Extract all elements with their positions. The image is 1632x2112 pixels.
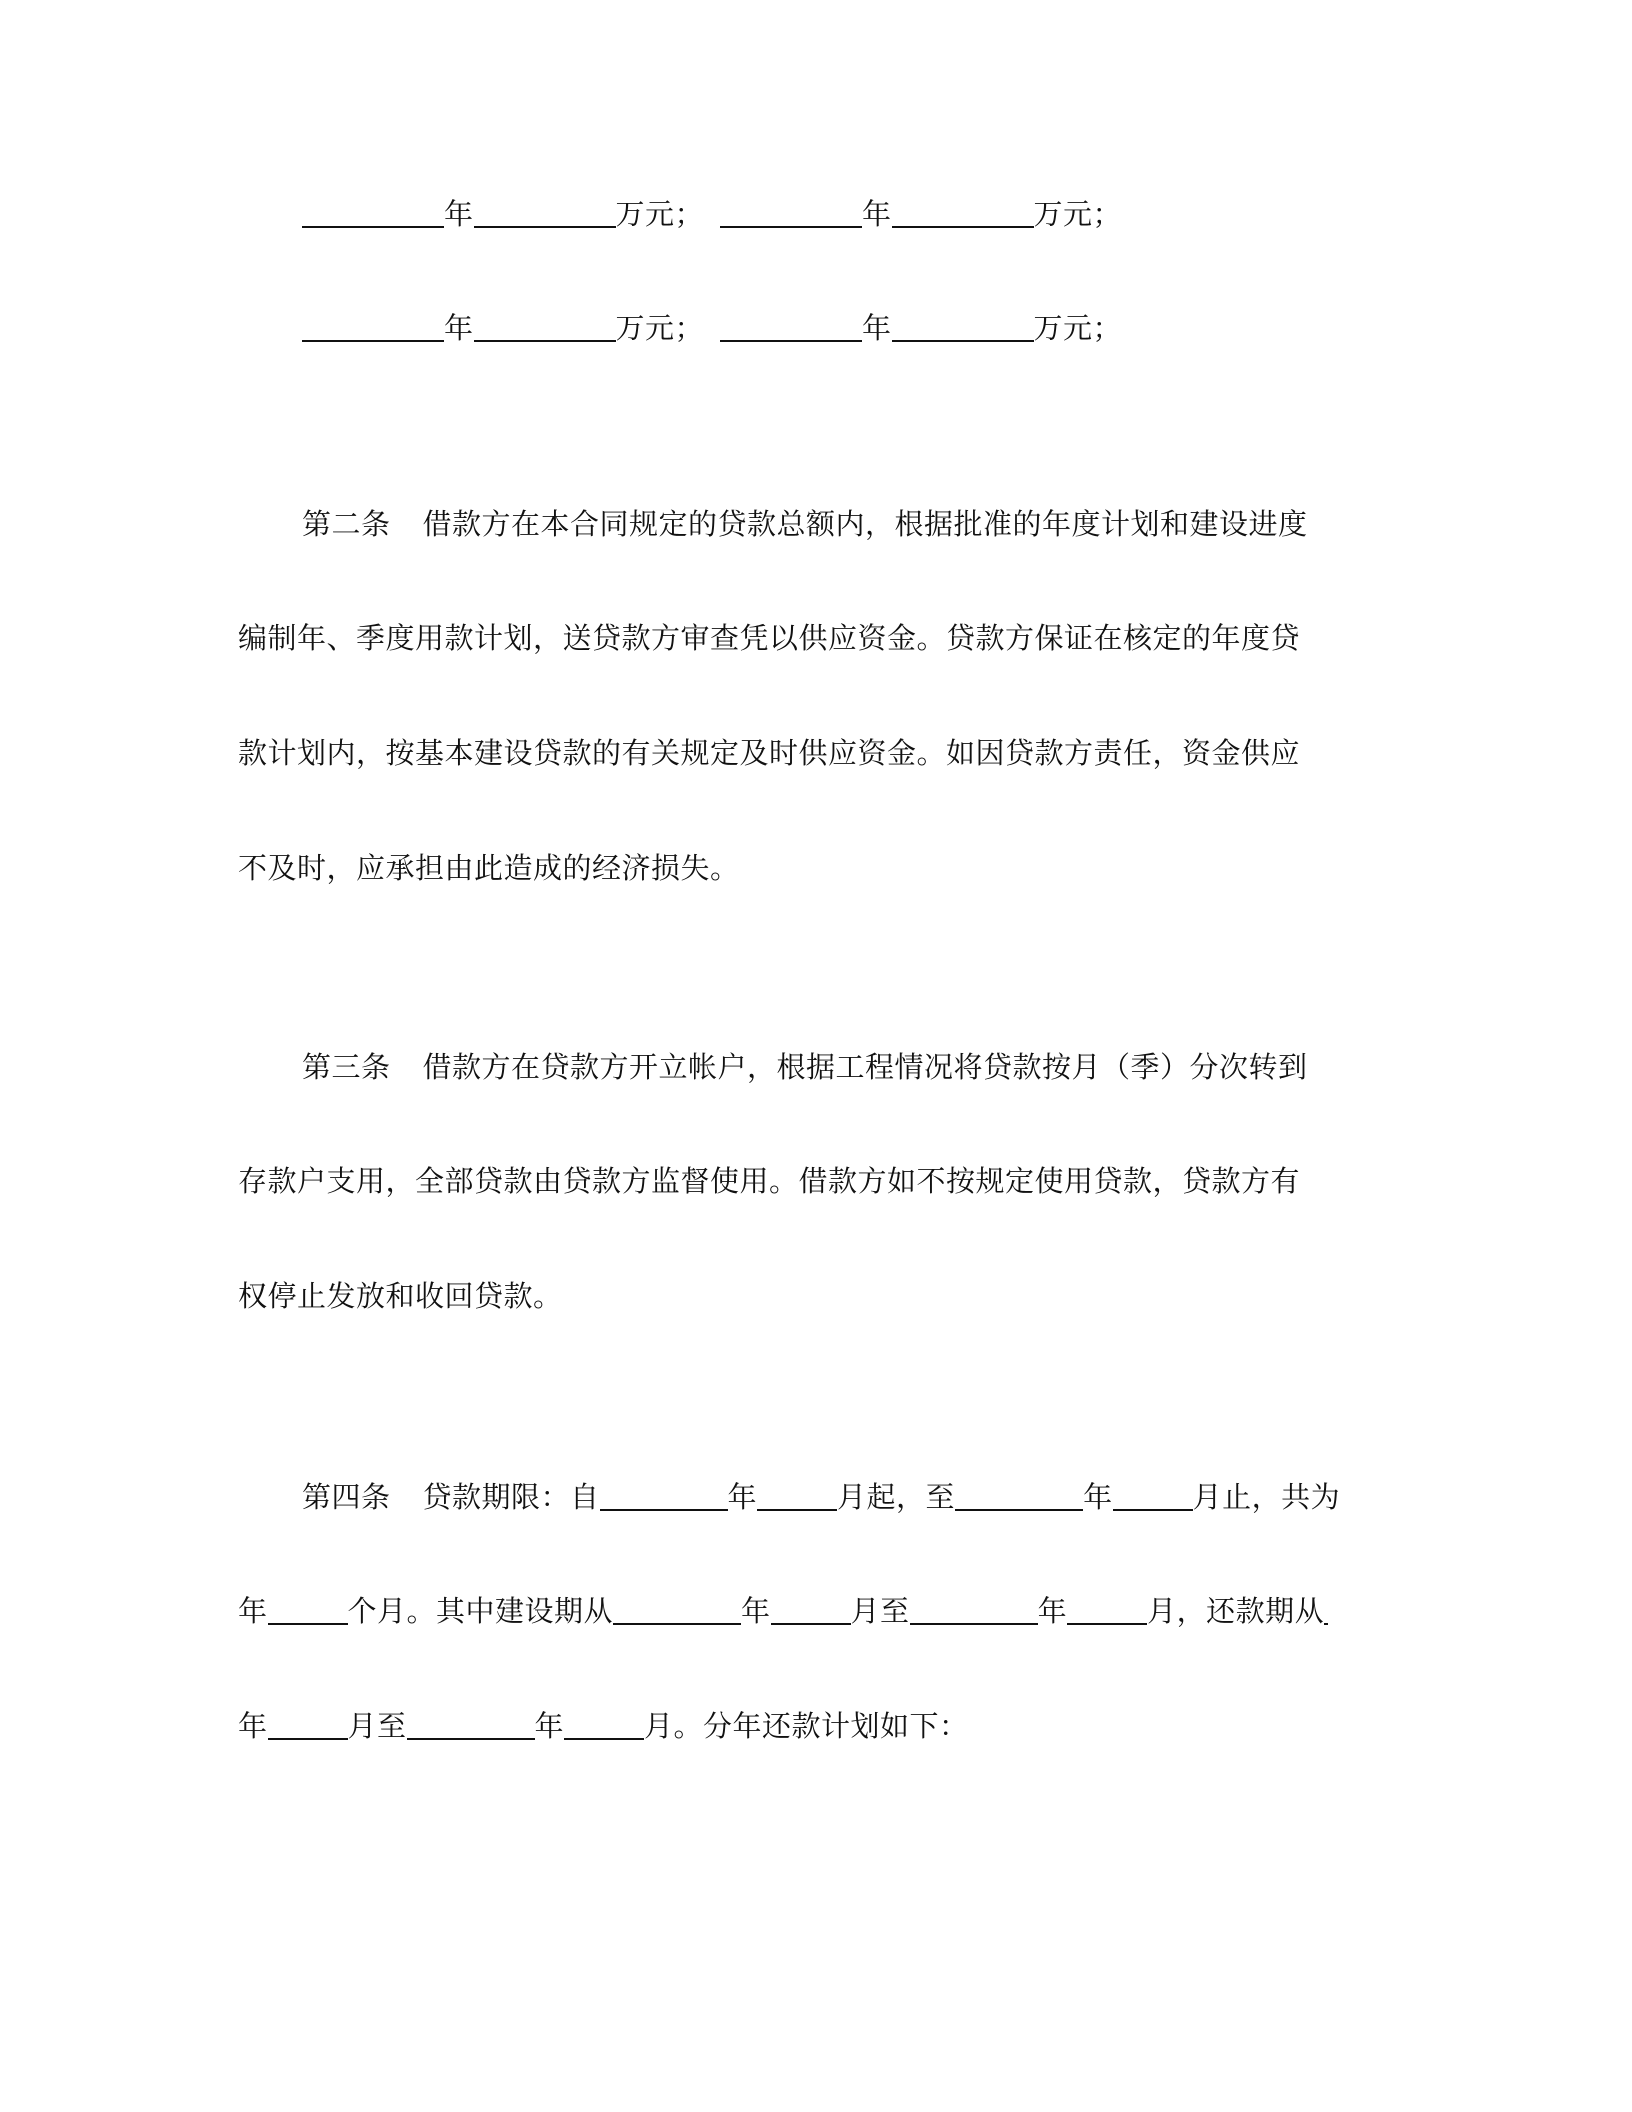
article-3-line-1 <box>302 1047 1308 1087</box>
article-2-heading: 第二条 <box>302 507 391 541</box>
construction-label: 个月。其中建设期从 <box>347 1594 614 1628</box>
plan-row-1 <box>302 192 1122 232</box>
plan-row-2 <box>302 306 1122 346</box>
year-label: 年 <box>862 197 892 231</box>
construction-start-month-blank[interactable] <box>771 1593 851 1625</box>
article-4-heading: 第四条 <box>302 1480 391 1514</box>
from-to-label: 月起，至 <box>837 1480 956 1514</box>
article-4-line-3 <box>238 1704 969 1744</box>
year-blank[interactable] <box>302 196 444 228</box>
amount-label: 万元； <box>1033 197 1123 231</box>
repayment-start-month-blank[interactable] <box>268 1708 348 1740</box>
article-3-text: 权停止发放和收回贷款。 <box>238 1279 563 1313</box>
article-4-line-1 <box>302 1475 1340 1515</box>
construction-end-month-blank[interactable] <box>1067 1593 1147 1625</box>
year-label: 年 <box>862 311 892 345</box>
repayment-end-year-blank[interactable] <box>407 1708 535 1740</box>
start-year-blank[interactable] <box>600 1479 728 1511</box>
month-to-label: 月至 <box>347 1709 407 1743</box>
end-month-blank[interactable] <box>1113 1479 1193 1511</box>
term-label: 贷款期限：自 <box>422 1480 600 1514</box>
year-label: 年 <box>1037 1594 1068 1628</box>
article-3-line-2 <box>238 1161 1300 1201</box>
end-year-blank[interactable] <box>955 1479 1083 1511</box>
article-3-heading: 第三条 <box>302 1050 391 1084</box>
total-label: 月止，共为 <box>1192 1480 1341 1514</box>
repayment-start-year-blank[interactable] <box>1324 1593 1328 1625</box>
year-blank[interactable] <box>720 196 862 228</box>
amount-blank[interactable] <box>474 310 616 342</box>
amount-blank[interactable] <box>474 196 616 228</box>
amount-label: 万元； <box>615 197 705 231</box>
year-blank[interactable] <box>720 310 862 342</box>
article-2-text: 编制年、季度用款计划，送贷款方审查凭以供应资金。贷款方保证在核定的年度贷 <box>238 621 1301 655</box>
year-label: 年 <box>238 1709 268 1743</box>
article-2-line-4 <box>238 848 740 888</box>
year-label: 年 <box>727 1480 758 1514</box>
construction-start-year-blank[interactable] <box>613 1593 741 1625</box>
year-label: 年 <box>1083 1480 1113 1514</box>
amount-label: 万元； <box>615 311 705 345</box>
amount-blank[interactable] <box>892 196 1034 228</box>
start-month-blank[interactable] <box>757 1479 837 1511</box>
year-label: 年 <box>238 1594 268 1628</box>
article-3-text: 存款户支用，全部贷款由贷款方监督使用。借款方如不按规定使用贷款，贷款方有 <box>238 1164 1301 1198</box>
amount-blank[interactable] <box>892 310 1034 342</box>
schedule-label: 月。分年还款计划如下： <box>644 1709 969 1743</box>
article-4-line-2 <box>238 1589 1328 1629</box>
year-label: 年 <box>444 197 474 231</box>
article-2-text: 不及时，应承担由此造成的经济损失。 <box>238 851 740 885</box>
article-3-line-3 <box>238 1276 563 1316</box>
article-2-text: 款计划内，按基本建设贷款的有关规定及时供应资金。如因贷款方责任，资金供应 <box>238 736 1301 770</box>
year-label: 年 <box>741 1594 771 1628</box>
article-3-text: 借款方在贷款方开立帐户，根据工程情况将贷款按月（季）分次转到 <box>422 1050 1308 1084</box>
amount-label: 万元； <box>1033 311 1123 345</box>
article-2-text: 借款方在本合同规定的贷款总额内，根据批准的年度计划和建设进度 <box>422 507 1308 541</box>
article-2-line-1 <box>302 504 1308 544</box>
construction-end-year-blank[interactable] <box>910 1593 1038 1625</box>
year-label: 年 <box>444 311 474 345</box>
article-2-line-2 <box>238 618 1300 658</box>
month-to-label: 月至 <box>850 1594 910 1628</box>
repayment-end-month-blank[interactable] <box>564 1708 644 1740</box>
article-2-line-3 <box>238 733 1300 773</box>
repayment-label: 月，还款期从 <box>1147 1594 1325 1628</box>
total-months-blank[interactable] <box>268 1593 348 1625</box>
year-label: 年 <box>534 1709 565 1743</box>
year-blank[interactable] <box>302 310 444 342</box>
